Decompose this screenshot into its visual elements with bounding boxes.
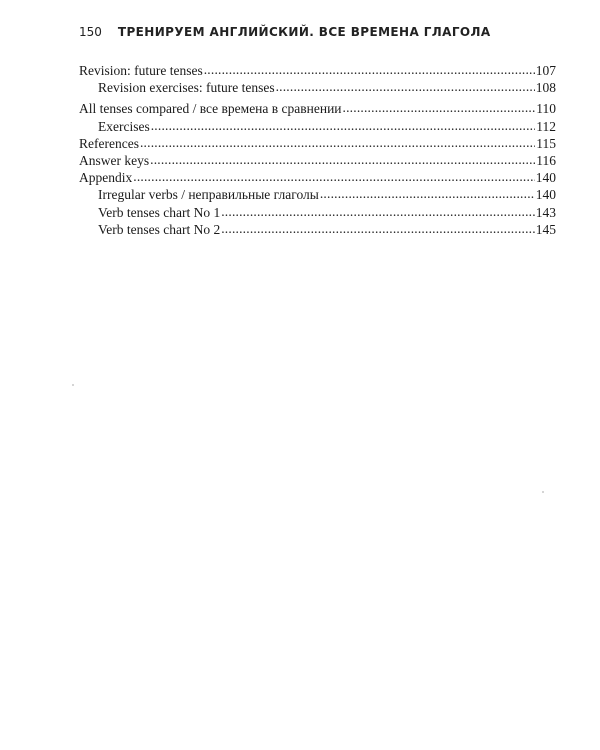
toc-entry-page: 112 [536, 118, 556, 134]
toc-dot-leader [140, 134, 535, 151]
toc-entry-page: 140 [535, 187, 556, 203]
running-title: ТРЕНИРУЕМ АНГЛИЙСКИЙ. ВСЕ ВРЕМЕНА ГЛАГОЛА [117, 25, 491, 39]
toc-entry-page: 140 [535, 170, 556, 186]
toc-entry-page: 143 [535, 204, 556, 220]
table-of-contents [79, 62, 556, 238]
toc-entry-title: Verb tenses chart No 2 [98, 221, 221, 237]
toc-entry-appendix[interactable] [79, 169, 556, 186]
toc-entry-title: Revision: future tenses [79, 63, 203, 78]
toc-entry-revision-exercises-future-tenses[interactable] [79, 79, 556, 96]
toc-entry-page: 110 [536, 101, 556, 117]
toc-entry-title: Irregular verbs / неправильные глаголы [98, 187, 319, 203]
toc-entry-title: Verb tenses chart No 1 [98, 204, 221, 220]
toc-entry-page: 145 [535, 221, 556, 237]
toc-dot-leader [221, 203, 535, 220]
toc-entry-title: Revision exercises: future tenses [98, 80, 275, 96]
toc-entry-page: 107 [535, 63, 556, 78]
toc-dot-leader [150, 151, 535, 168]
scan-speck [72, 384, 74, 386]
toc-dot-leader [320, 185, 535, 202]
toc-entry-page: 108 [535, 80, 556, 96]
page-number: 150 [79, 25, 102, 39]
toc-dot-leader [221, 220, 535, 237]
toc-dot-leader [133, 168, 535, 185]
toc-entry-verb-tenses-chart-1[interactable] [79, 204, 556, 221]
toc-dot-leader [204, 61, 535, 78]
toc-entry-references[interactable] [79, 135, 556, 152]
toc-entry-verb-tenses-chart-2[interactable] [79, 221, 556, 238]
toc-entry-title: Appendix [79, 170, 133, 186]
toc-entry-all-tenses-compared[interactable] [79, 100, 556, 117]
toc-entry-irregular-verbs[interactable] [79, 186, 556, 203]
toc-entry-page: 116 [536, 152, 556, 168]
toc-entry-title: All tenses compared / все времена в сравнении [79, 101, 342, 117]
toc-entry-exercises[interactable] [79, 118, 556, 135]
toc-entry-title: Exercises [98, 118, 150, 134]
toc-entry-title: References [79, 135, 139, 151]
scan-speck [542, 491, 544, 493]
toc-dot-leader [276, 78, 535, 95]
toc-dot-leader [151, 117, 536, 134]
toc-entry-revision-future-tenses[interactable] [79, 62, 556, 79]
toc-entry-answer-keys[interactable] [79, 152, 556, 169]
toc-entry-page: 115 [536, 135, 556, 151]
toc-entry-title: Answer keys [79, 152, 150, 168]
page-header [79, 25, 491, 39]
toc-dot-leader [343, 99, 536, 116]
